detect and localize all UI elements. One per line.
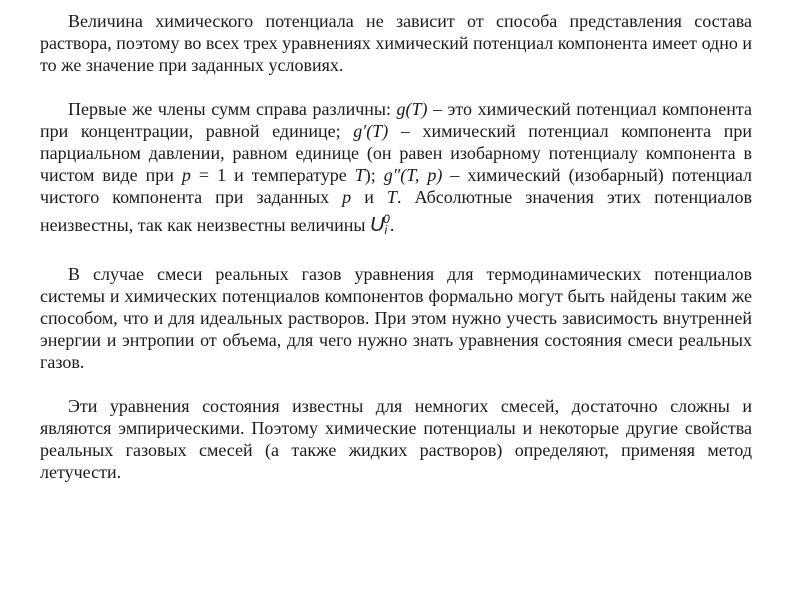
- paragraph-fugacity-method: Эти уравнения состояния известны для немногих смесей, достаточно сложны и являются эмпирическими. Поэтому химические потенциалы и некоторые другие свойства реальных газовых смесей (а также жидких растворов) определяют, применяя метод летучести.: [40, 396, 752, 482]
- paragraph-chemical-potential-independence: Величина химического потенциала не зависит от способа представления состава раствора, поэтому во всех трех уравнениях химический потенциал компонента имеет одно и то же значение при заданных условиях.: [40, 11, 752, 75]
- text-segment: .: [389, 215, 395, 235]
- text-segment: – это химический потенциал компонента при концентрации, равной единице;: [40, 99, 752, 141]
- math-t: T: [386, 187, 397, 207]
- text-segment: . Абсолютные значения этих потенциалов неизвестны, так как неизвестны величины: [40, 187, 753, 235]
- math-u-superscript: 0: [383, 212, 390, 226]
- math-g-double-prime: g″(T, p): [383, 165, 443, 185]
- text-segment: – химический (изобарный) потенциал чистого компонента при заданных: [40, 165, 752, 207]
- document-page: [40, 10, 752, 483]
- paragraph-first-terms-differ: [40, 98, 752, 241]
- math-p: p: [342, 187, 352, 207]
- text-segment: = 1 и температуре: [190, 165, 355, 185]
- text-segment: и: [351, 187, 387, 207]
- math-g-of-t: g(T): [396, 99, 428, 119]
- math-p: p: [181, 165, 191, 185]
- text-segment: – химический потенциал компонента при парциальном давлении, равном единице (он равен изобарному потенциалу компонента в чистом виде при: [40, 121, 752, 185]
- math-u-i-zero: [370, 214, 390, 236]
- math-g-prime-of-t: g′(T): [353, 121, 389, 141]
- math-u-symbol: U: [370, 214, 385, 236]
- math-t: T: [354, 165, 365, 185]
- text-segment: );: [364, 165, 384, 185]
- paragraph-real-gas-mixtures: В случае смеси реальных газов уравнения для термодинамических потенциалов системы и химических потенциалов компонентов формально могут быть найдены таким же способом, что и для идеальных растворов. При этом нужно учесть зависимость внутренней энергии и энтропии от объема, для чего нужно знать уравнения состояния смеси реальных газов.: [40, 264, 752, 372]
- math-u-subscript: i: [384, 223, 388, 237]
- text-segment: Первые же члены сумм справа различны:: [68, 99, 397, 119]
